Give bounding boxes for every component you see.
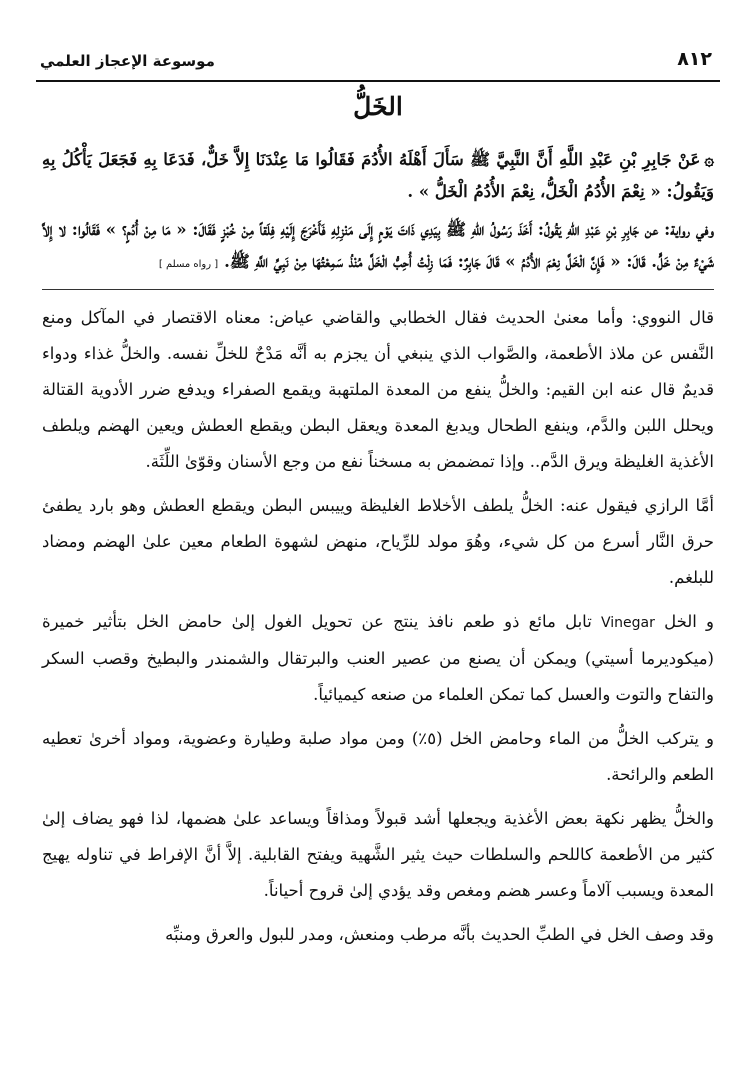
page-content	[42, 144, 714, 961]
flower-ornament-icon: ۞	[704, 150, 714, 169]
page-header	[36, 44, 720, 82]
hadith-block	[42, 144, 714, 281]
running-title: موسوعة الإعجاز العلمي	[40, 52, 215, 70]
paragraph-vinegar-definition	[42, 604, 714, 713]
paragraph-vinegar-start: و الخل	[654, 612, 715, 631]
page-number: ٨١٢	[677, 48, 712, 70]
hadith-paragraph-2	[42, 214, 714, 281]
paragraph-composition: و يتركب الخلُّ من الماء وحامض الخل (٥٪) ومن مواد صلبة وطيارة وعضوية، ومواد أخرىٰ تعطيه الطعم والرائحة.	[42, 729, 715, 784]
section-title: الخَلُّ	[353, 92, 403, 121]
paragraph-razi: أمَّا الرازي فيقول عنه: الخلُّ يلطف الأخلاط الغليظة وييبس البطن ويقطع العطش وهو بارد يطفئ حرق النَّار أسرع من كل شيء، وهُوَ مولد للرِّياح، منهض لشهوة الطعام معين علىٰ الهضم ومضاد للبلغم.	[42, 496, 714, 587]
paragraph-modern-medicine: وقد وصف الخل في الطبِّ الحديث بأنَّه مرطب ومنعش، ومدر للبول والعرق ومنبِّه	[165, 925, 714, 944]
paragraph-uses: والخلُّ يظهر نكهة بعض الأغذية ويجعلها أشد قبولاً ومذاقاً ويساعد علىٰ هضمها، لذا فهو يضاف إلىٰ كثير من الأطعمة كاللحم والسلطات حيث يثير الشَّهية ويفتح القابلية. إلاَّ أنَّ الإفراط في تناوله يهيج المعدة ويسبب آلاماً وعسر هضم ومغص وقد يؤدي إلىٰ قروح أحياناً.	[42, 809, 714, 900]
paragraph-vinegar-rest: تابل مائع ذو طعم نافذ ينتج عن تحويل الغول إلىٰ حامض الخل بتأثير خميرة (ميكوديرما أسيتي) ويمكن أن يصنع من عصير العنب والبرتقال والشمندر والبطيخ وقصب السكر والتفاح والتوت والعسل كما تمكن العلماء من صنعه كيميائياً.	[42, 612, 714, 704]
paragraph-nawawi: قال النووي: وأما معنىٰ الحديث فقال الخطابي والقاضي عياض: معناه الاقتصار في المآكل ومنع النَّفس عن ملاذ الأطعمة، والصَّواب الذي ينبغي أن يجزم به أنَّه مَدْحٌ للخلِّ نفسه. والخلُّ غذاء ودواء قديمٌ قال عنه ابن القيم: والخلُّ ينفع من المعدة الملتهبة ويقمع الصفراء ويدفع ضرر الأدوية القتالة ويحلل اللبن والدَّم، وينفع الطحال ويدبغ المعدة ويعقل البطن ويقطع العطش ويعين الهضم ويلطف الأغذية الغليظة ويرق الدَّم.. وإذا تمضمض به مسخناً نفع من وجع الأسنان وقوّىٰ اللِّثَة.	[42, 308, 714, 471]
hadith-text-1: عَنْ جَابِرِ بْنِ عَبْدِ اللَّهِ أَنَّ النَّبِيَّ ﷺ سَأَلَ أَهْلَهُ الأُدُمَ فَقَالُوا مَا عِنْدَنَا إِلاَّ خَلٌّ، فَدَعَا بِهِ فَجَعَلَ يَأْكُلُ بِهِ وَيَقُولُ: « نِعْمَ الأُدُمُ الْخَلُّ، نِعْمَ الأُدُمُ الْخَلُّ » .	[42, 150, 714, 201]
section-divider	[42, 289, 714, 290]
hadith-paragraph-1	[42, 144, 714, 208]
hadith-text-2: وفي رواية: عن جَابِرِ بْنِ عَبْدِ اللهِ يَقُولُ: أَخَذَ رَسُولُ اللهِ ﷺ بِيَدِي ذَاتَ يَوْمٍ إِلَى مَنْزِلِهِ فَأَخْرَجَ إِلَيْهِ فِلَقاً مِنْ خُبْزٍ فَقَالَ: « مَا مِنْ أُدُمٍ؟ » فَقَالُوا: لا إِلاَّ شَيْءٌ مِنْ خَلٍّ. قَالَ: « فَإِنَّ الْخَلَّ نِعْمَ الأُدُمُ » قَالَ جَابِرٌ: فَمَا زِلْتُ أُحِبُّ الْخَلَّ مُنْذُ سَمِعْتُهَا مِنْ نَبِيِّ اللَّهِ ﷺ.	[42, 220, 714, 271]
commentary-body	[42, 300, 714, 953]
hadith-reference: [ رواه مسلم ]	[158, 259, 219, 270]
vinegar-latin-term: Vinegar	[601, 615, 655, 631]
